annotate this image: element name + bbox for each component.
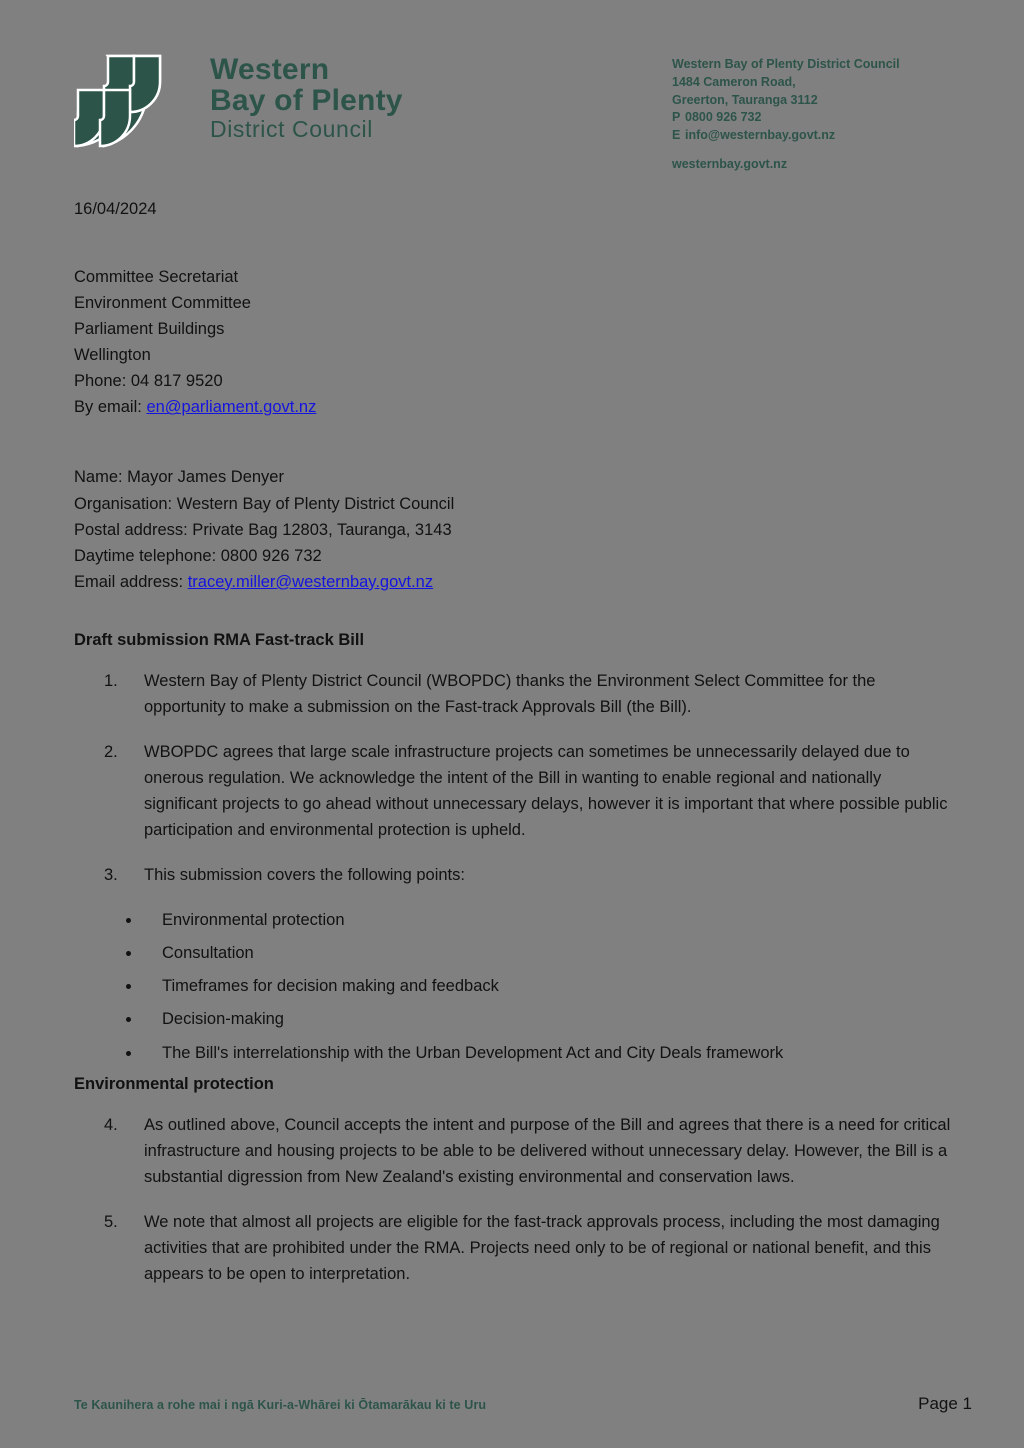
council-logo: [74, 46, 403, 150]
page-footer: [74, 1394, 972, 1414]
logo-line-district-council: District Council: [210, 116, 373, 143]
council-logo-mark-icon: [74, 50, 196, 150]
list-item: Environmental protection: [74, 907, 954, 933]
item-number: 2.: [104, 742, 118, 761]
logo-line-bay-of-plenty: Bay of Plenty: [210, 84, 403, 118]
list-item: Consultation: [74, 940, 954, 966]
header-contact-details: [672, 56, 972, 174]
letter-body: [74, 196, 954, 1306]
contact-email-value: info@westernbay.govt.nz: [685, 128, 836, 142]
item-text: Western Bay of Plenty District Council (WBOPDC) thanks the Environment Select Committee for the opportunity to make a submission on the Fast-track Approvals Bill (the Bill).: [144, 671, 876, 716]
submission-points-list: [74, 907, 954, 1065]
contact-address-line2: Greerton, Tauranga 3112: [672, 92, 818, 107]
recipient-address: [74, 264, 954, 420]
submitter-email-link[interactable]: tracey.miller@westernbay.govt.nz: [187, 572, 434, 591]
recipient-line-1: Committee Secretariat: [74, 268, 239, 287]
item-number: 4.: [104, 1115, 118, 1134]
list-item: [74, 739, 954, 843]
submitter-postal-address: Postal address: Private Bag 12803, Tauranga, 3143: [74, 520, 452, 539]
contact-phone-label: P: [672, 110, 681, 125]
recipient-email-prefix: By email:: [74, 398, 147, 417]
submitter-telephone: Daytime telephone: 0800 926 732: [74, 546, 322, 565]
footer-page-number: Page 1: [918, 1394, 972, 1413]
list-item: [74, 668, 954, 720]
item-number: 3.: [104, 866, 118, 885]
contact-email-row: [672, 127, 972, 145]
footer-motto: Te Kaunihera a rohe mai i ngā Kuri-a-Whārei ki Ōtamarākau ki te Uru: [74, 1398, 487, 1412]
section-heading-environmental-protection: Environmental protection: [74, 1074, 274, 1093]
logo-line-western: Western: [210, 53, 330, 86]
list-item: [74, 1112, 954, 1190]
submitter-details: [74, 464, 954, 594]
recipient-line-2: Environment Committee: [74, 294, 251, 313]
list-item: [74, 862, 954, 888]
list-item: Decision-making: [74, 1006, 954, 1032]
item-number: 5.: [104, 1212, 118, 1231]
list-item: The Bill's interrelationship with the Urban Development Act and City Deals framework: [74, 1040, 954, 1066]
contact-organisation: Western Bay of Plenty District Council: [672, 57, 900, 71]
list-item: [74, 1209, 954, 1287]
submitter-organisation: Organisation: Western Bay of Plenty District Council: [74, 494, 455, 513]
item-number: 1.: [104, 671, 118, 690]
list-item: Timeframes for decision making and feedback: [74, 973, 954, 999]
contact-phone-row: [672, 109, 972, 127]
item-text: We note that almost all projects are eligible for the fast-track approvals process, including the most damaging activities that are prohibited under the RMA. Projects need only to be of regional or national benefit, and this appears to be open to interpretation.: [144, 1212, 940, 1283]
contact-phone-value: 0800 926 732: [685, 110, 762, 125]
contact-address-line1: 1484 Cameron Road,: [672, 74, 796, 89]
council-logo-wordmark: [210, 54, 403, 142]
recipient-phone: Phone: 04 817 9520: [74, 372, 223, 391]
submitter-email-row: [74, 569, 954, 595]
intro-numbered-list: [74, 668, 954, 888]
recipient-line-4: Wellington: [74, 346, 151, 365]
submitter-email-prefix: Email address:: [74, 572, 188, 591]
item-text: WBOPDC agrees that large scale infrastructure projects can sometimes be unnecessarily delayed due to onerous regulation. We acknowledge the intent of the Bill in wanting to enable regional and nationally significant projects to go ahead without unnecessary delays, however it is important that where possible public participation and environmental protection is upheld.: [144, 742, 948, 840]
letter-date: 16/04/2024: [74, 200, 157, 218]
contact-email-label: E: [672, 128, 681, 142]
item-text: This submission covers the following points:: [144, 866, 465, 885]
contact-website: westernbay.govt.nz: [672, 156, 788, 171]
recipient-email-row: [74, 394, 954, 420]
page-header: [74, 46, 972, 176]
submitter-name: Name: Mayor James Denyer: [74, 468, 284, 487]
environmental-protection-list: [74, 1112, 954, 1287]
recipient-email-link[interactable]: en@parliament.govt.nz: [146, 398, 317, 417]
recipient-line-3: Parliament Buildings: [74, 320, 225, 339]
item-text: As outlined above, Council accepts the intent and purpose of the Bill and agrees that there is a need for critical infrastructure and housing projects to be able to be delivered without unnecessary delay. However, the Bill is a substantial digression from New Zealand's existing environmental and conservation laws.: [144, 1115, 951, 1186]
document-title: Draft submission RMA Fast-track Bill: [74, 630, 365, 649]
